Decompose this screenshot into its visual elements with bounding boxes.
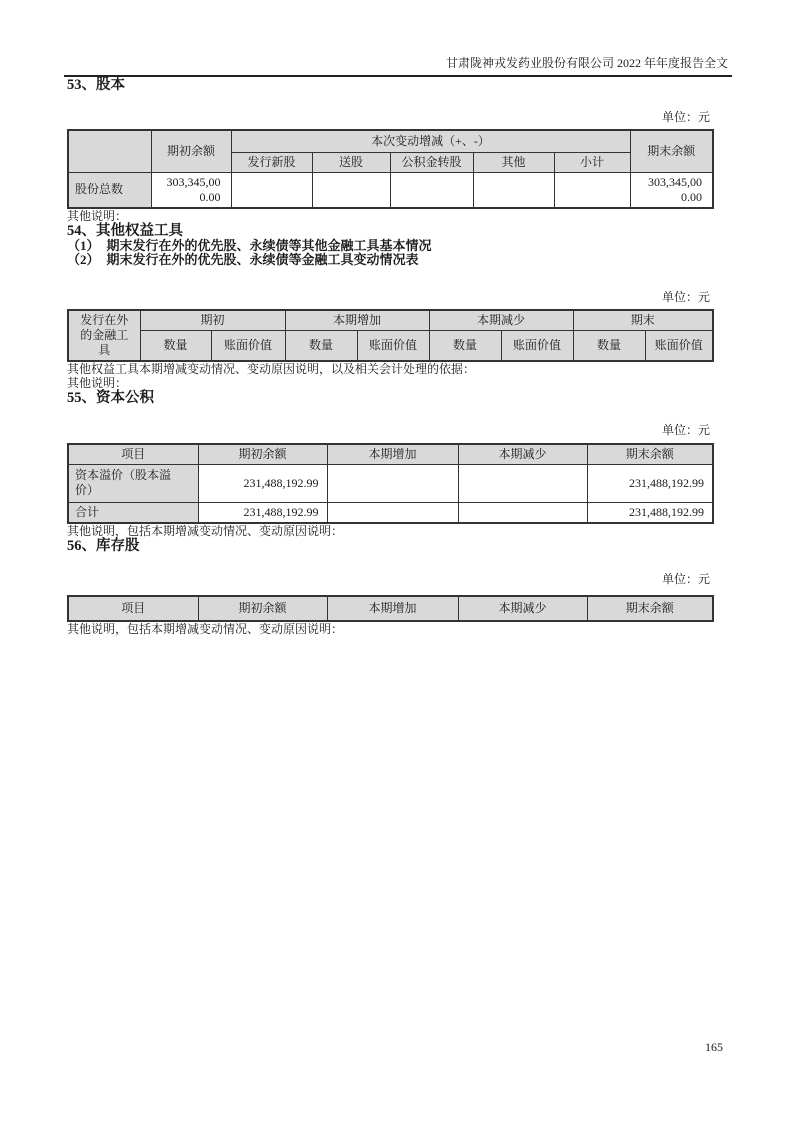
row-label-total: 合计 xyxy=(68,502,198,523)
table-row xyxy=(68,172,713,208)
table-header-row xyxy=(68,444,713,465)
unit-label: 单位：元 xyxy=(661,422,710,437)
col-header-increase: 本期增加 xyxy=(327,596,458,621)
item-number: （1） xyxy=(67,237,100,253)
page-content xyxy=(67,77,712,636)
page-number: 165 xyxy=(705,1040,723,1054)
other-note: 其他说明： xyxy=(67,375,128,390)
cell-issue-new-shares xyxy=(231,172,312,208)
col-header-decrease: 本期减少 xyxy=(458,444,587,465)
section-54-item-1 xyxy=(67,239,712,253)
treasury-stock-table xyxy=(67,595,714,622)
col-header-quantity: 数量 xyxy=(285,330,357,360)
change-explanation-note: 其他权益工具本期增减变动情况、变动原因说明，以及相关会计处理的依据： xyxy=(67,361,476,376)
col-header-item: 项目 xyxy=(68,596,198,621)
col-header-book-value: 账面价值 xyxy=(357,330,429,360)
cell-ending-balance: 303,345,000.00 xyxy=(630,172,713,208)
cell-subtotal xyxy=(554,172,630,208)
col-header-book-value: 账面价值 xyxy=(645,330,713,360)
table-header-row xyxy=(68,596,713,621)
col-header-increase-group: 本期增加 xyxy=(285,310,429,331)
item-title: 期末发行在外的优先股、永续债等金融工具变动情况表 xyxy=(106,251,419,267)
cell-decrease xyxy=(458,502,587,523)
col-header-instrument: 发行在外的金融工具 xyxy=(68,310,140,361)
row-label-total-shares: 股份总数 xyxy=(68,172,151,208)
col-header-quantity: 数量 xyxy=(429,330,501,360)
cell-other xyxy=(473,172,554,208)
section-54-item-2 xyxy=(67,253,712,267)
col-header-reserve-to-shares: 公积金转股 xyxy=(390,152,473,172)
col-header-issue-new-shares: 发行新股 xyxy=(231,152,312,172)
col-header-ending-balance: 期末余额 xyxy=(630,130,713,172)
cell-reserve-to-shares xyxy=(390,172,473,208)
share-capital-table xyxy=(67,129,714,209)
col-header-decrease-group: 本期减少 xyxy=(429,310,573,331)
report-title: 甘肃陇神戎发药业股份有限公司 2022 年年度报告全文 xyxy=(445,56,728,70)
col-header-beginning-balance: 期初余额 xyxy=(198,596,327,621)
col-header-book-value: 账面价值 xyxy=(211,330,285,360)
col-header-subtotal: 小计 xyxy=(554,152,630,172)
col-header-ending-balance: 期末余额 xyxy=(587,444,713,465)
col-header-bonus-shares: 送股 xyxy=(312,152,390,172)
other-note: 其他说明： xyxy=(67,208,128,223)
col-header-book-value: 账面价值 xyxy=(501,330,573,360)
section-55-title: 55、资本公积 xyxy=(67,389,154,406)
cell-beginning-balance: 231,488,192.99 xyxy=(198,464,327,502)
table-header-row xyxy=(68,310,713,331)
cell-beginning-balance: 303,345,000.00 xyxy=(151,172,231,208)
col-header-ending-group: 期末 xyxy=(573,310,713,331)
section-53-title: 53、股本 xyxy=(67,77,125,93)
section-54-title: 54、其他权益工具 xyxy=(67,222,183,239)
col-header-change-group: 本次变动增减（+、-） xyxy=(231,130,630,152)
cell-beginning-balance: 231,488,192.99 xyxy=(198,502,327,523)
table-row xyxy=(68,464,713,502)
other-note: 其他说明，包括本期增减变动情况、变动原因说明： xyxy=(67,523,344,538)
row-label-capital-premium: 资本溢价（股本溢价） xyxy=(68,464,198,502)
col-header-beginning-group: 期初 xyxy=(140,310,285,331)
page-header xyxy=(64,56,732,77)
capital-reserve-table xyxy=(67,443,714,524)
cell-increase xyxy=(327,464,458,502)
col-header-quantity: 数量 xyxy=(573,330,645,360)
item-title: 期末发行在外的优先股、永续债等其他金融工具基本情况 xyxy=(106,237,432,253)
col-header-beginning-balance: 期初余额 xyxy=(151,130,231,172)
unit-label: 单位：元 xyxy=(661,110,710,124)
cell-increase xyxy=(327,502,458,523)
unit-label: 单位：元 xyxy=(661,289,710,304)
blank-corner-cell xyxy=(68,130,151,172)
item-number: （2） xyxy=(67,251,100,267)
section-56-title: 56、库存股 xyxy=(67,537,140,554)
other-note: 其他说明，包括本期增减变动情况、变动原因说明： xyxy=(67,621,344,636)
cell-bonus-shares xyxy=(312,172,390,208)
col-header-ending-balance: 期末余额 xyxy=(587,596,713,621)
col-header-decrease: 本期减少 xyxy=(458,596,587,621)
cell-ending-balance: 231,488,192.99 xyxy=(587,502,713,523)
unit-label: 单位：元 xyxy=(661,571,710,586)
col-header-quantity: 数量 xyxy=(140,330,211,360)
col-header-beginning-balance: 期初余额 xyxy=(198,444,327,465)
cell-decrease xyxy=(458,464,587,502)
table-subheader-row xyxy=(68,330,713,360)
col-header-other: 其他 xyxy=(473,152,554,172)
cell-ending-balance: 231,488,192.99 xyxy=(587,464,713,502)
table-row-total xyxy=(68,502,713,523)
table-header-row xyxy=(68,130,713,152)
equity-instruments-table xyxy=(67,309,714,362)
col-header-increase: 本期增加 xyxy=(327,444,458,465)
col-header-item: 项目 xyxy=(68,444,198,465)
